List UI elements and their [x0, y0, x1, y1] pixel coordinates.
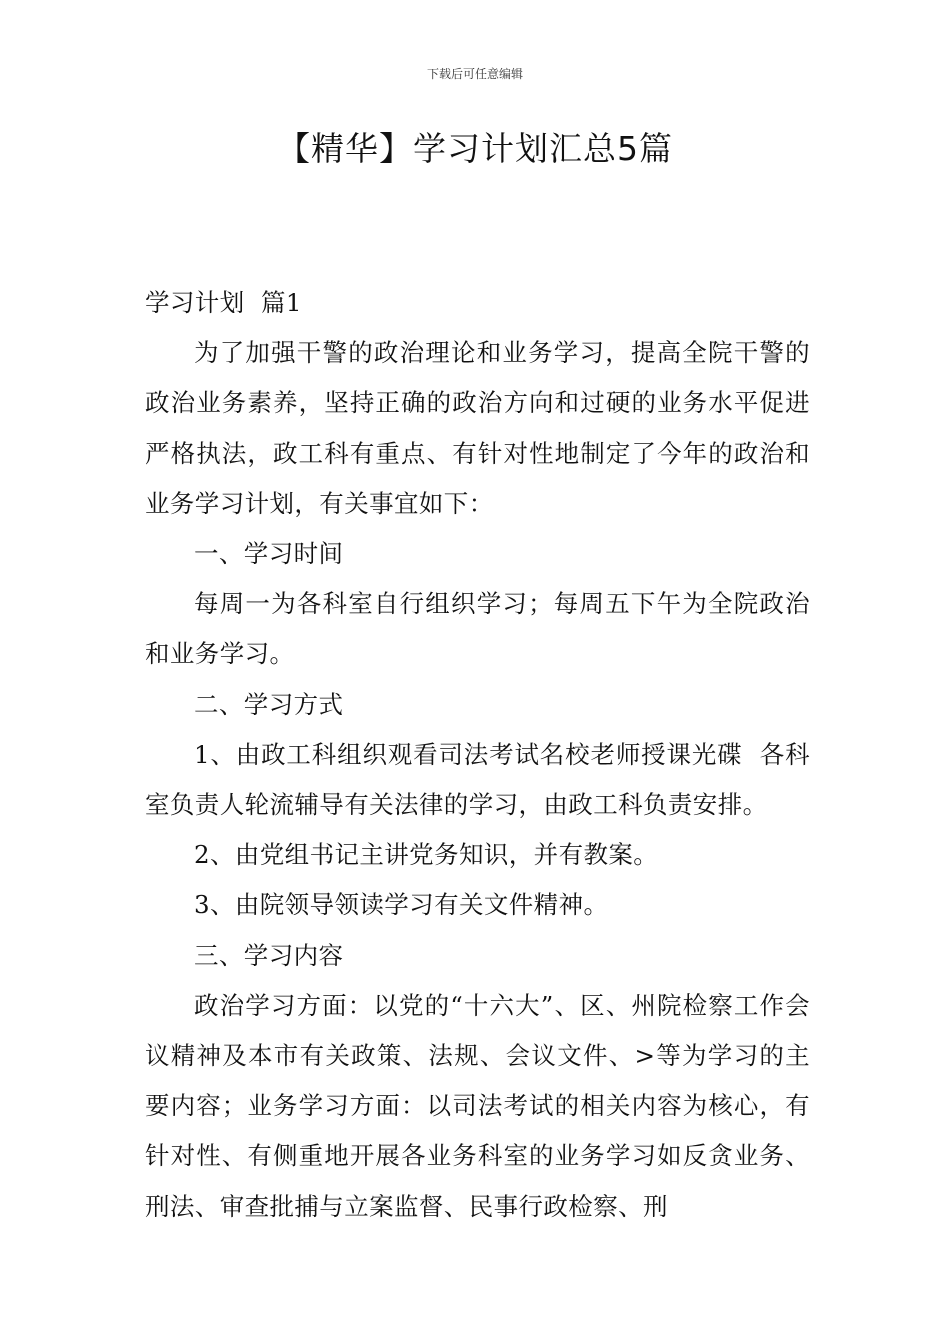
document-body: [145, 278, 810, 1232]
paragraph-intro: 为了加强干警的政治理论和业务学习，提高全院干警的政治业务素养，坚持正确的政治方向和过硬的业务水平促进严格执法，政工科有重点、有针对性地制定了今年的政治和业务学习计划，有关事宜如下：: [145, 338, 810, 518]
section-heading: 学习计划 篇1: [145, 288, 302, 317]
header-note: 下载后可任意编辑: [426, 67, 523, 81]
paragraph-method-1: 1、由政工科组织观看司法考试名校老师授课光碟 各科室负责人轮流辅导有关法律的学习，由政工科负责安排。: [145, 739, 810, 820]
paragraph-study-time: 每周一为各科室自行组织学习；每周五下午为全院政治和业务学习。: [145, 589, 810, 669]
paragraph-study-content: 政治学习方面：以党的“十六大”、区、州院检察工作会议精神及本市有关政策、法规、会议文件、>等为学习的主要内容；业务学习方面：以司法考试的相关内容为核心，有针对性、有侧重地开展各业务科室的业务学习如反贪业务、刑法、审查批捕与立案监督、民事行政检察、刑: [145, 990, 810, 1221]
heading-study-method: 二、学习方式: [194, 689, 344, 719]
document-title: 【精华】学习计划汇总5篇: [277, 129, 673, 168]
paragraph-method-3: 3、由院领导领读学习有关文件精神。: [194, 890, 609, 920]
heading-study-content: 三、学习内容: [194, 940, 344, 970]
paragraph-method-2: 2、由党组书记主讲党务知识，并有教案。: [194, 840, 659, 870]
heading-study-time: 一、学习时间: [194, 539, 344, 569]
